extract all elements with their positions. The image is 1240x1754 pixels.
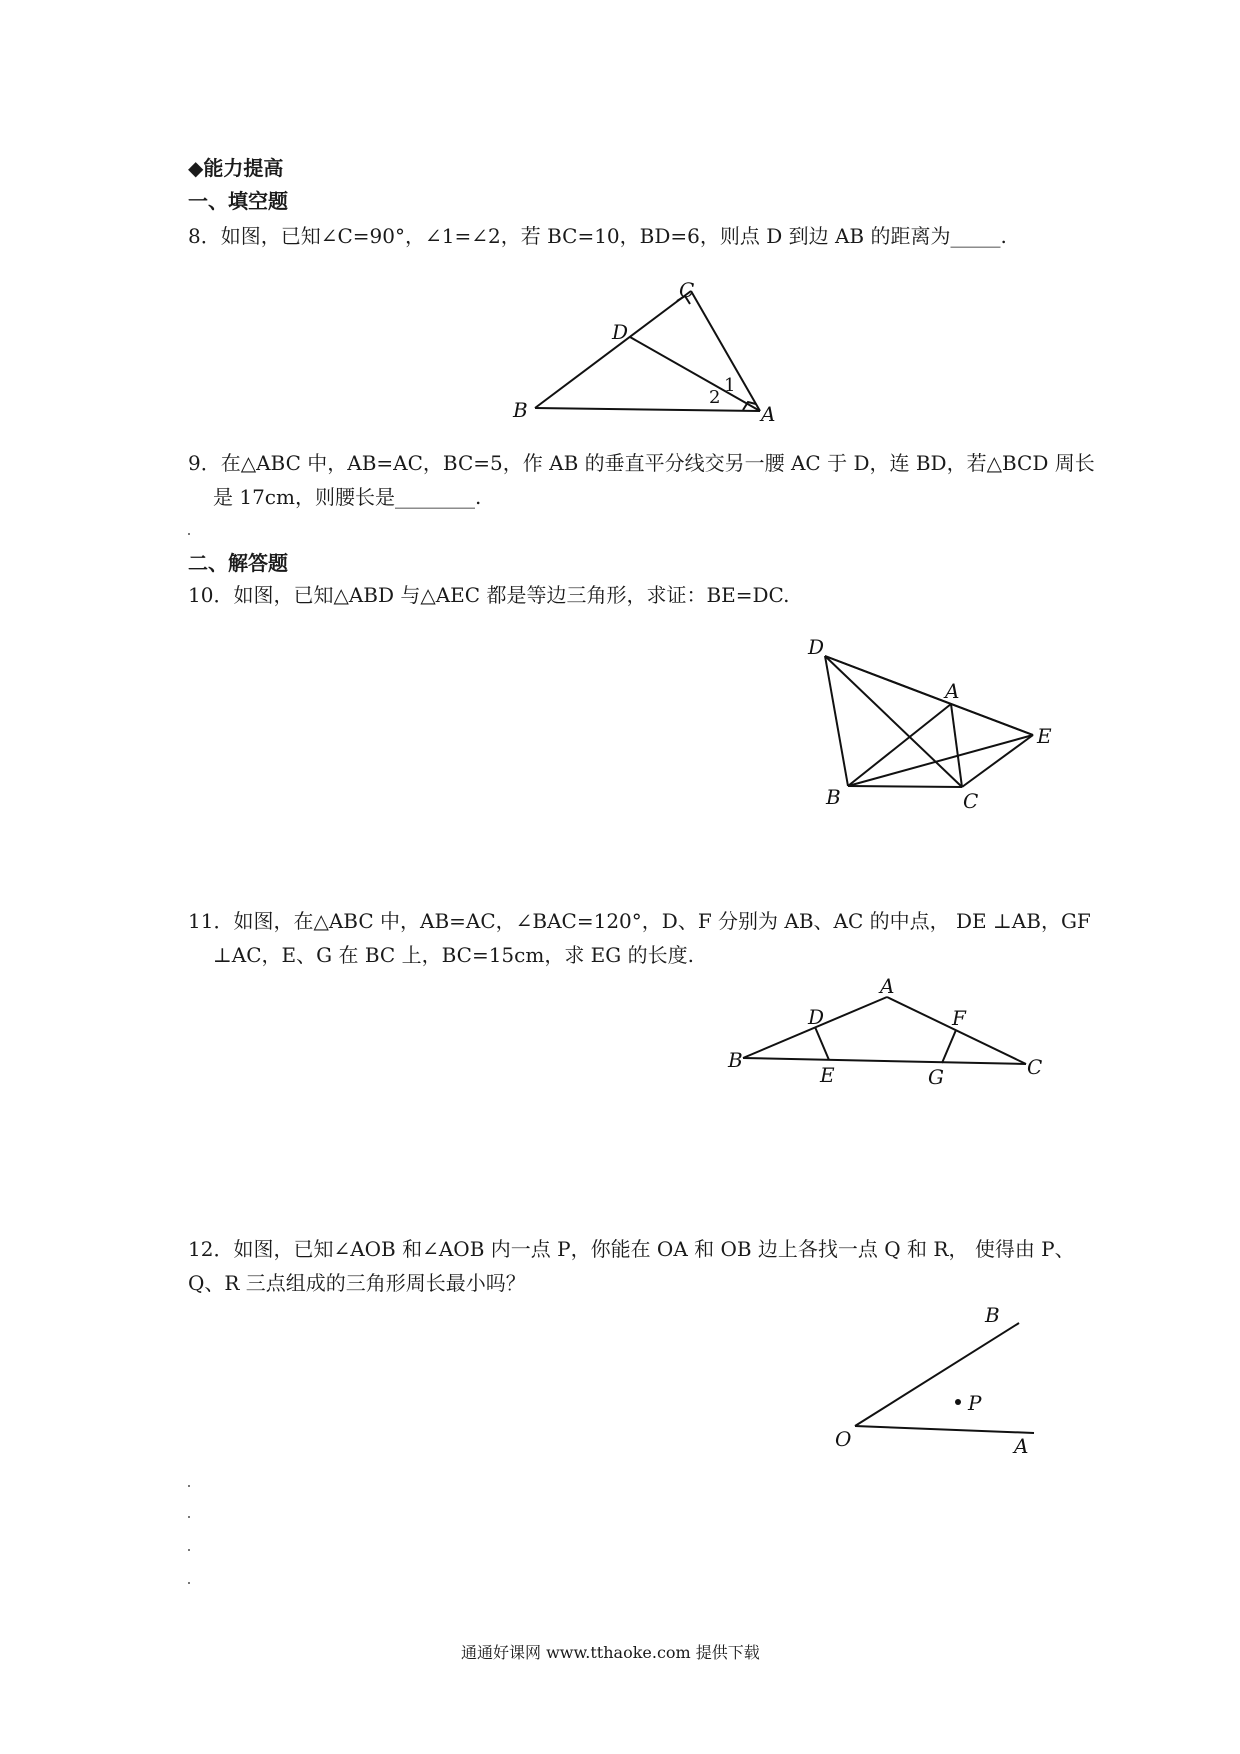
- fig8-label-d: D: [612, 320, 629, 344]
- page-footer: 通通好课网 www.tthaoke.com 提供下载: [461, 1643, 760, 1662]
- scan-speck: [188, 533, 190, 535]
- fig11-label-e: E: [820, 1063, 835, 1087]
- fig10-label-e: E: [1037, 724, 1052, 748]
- fig10-label-d: D: [808, 635, 825, 659]
- question-11-line-1: 11．如图，在△ABC 中，AB=AC，∠BAC=120°，D、F 分别为 AB、AC 的中点， DE ⊥AB，GF: [188, 909, 1091, 933]
- question-9-line-2: 是 17cm，则腰长是________.: [213, 485, 482, 509]
- question-10: 10．如图，已知△ABD 与△AEC 都是等边三角形，求证：BE=DC.: [188, 583, 790, 607]
- fig8-label-c: C: [679, 278, 695, 302]
- question-9-line-1: 9．在△ABC 中，AB=AC，BC=5，作 AB 的垂直平分线交另一腰 AC 于 D，连 BD，若△BCD 周长: [188, 451, 1095, 475]
- fig11-label-g: G: [928, 1065, 944, 1089]
- scan-speck: [188, 1516, 190, 1518]
- fig10-label-b: B: [826, 785, 841, 809]
- fig12-label-o: O: [835, 1427, 852, 1451]
- fig11-label-a: A: [880, 974, 895, 998]
- fig8-label-b: B: [513, 398, 528, 422]
- section-title: ◆能力提高: [188, 156, 284, 180]
- scan-speck: [188, 1485, 190, 1487]
- fig8-angle-2: 2: [709, 387, 721, 408]
- scan-speck: [188, 1549, 190, 1551]
- fig12-label-a: A: [1014, 1434, 1029, 1458]
- fig12-label-b: B: [985, 1303, 1000, 1327]
- fig11-label-c: C: [1027, 1055, 1043, 1079]
- scan-speck: [188, 1582, 190, 1584]
- question-12-line-2: Q、R 三点组成的三角形周长最小吗？: [188, 1271, 526, 1295]
- part-fill-in-heading: 一、填空题: [188, 189, 288, 213]
- fig12-label-p: P: [968, 1391, 982, 1415]
- question-11-line-2: ⊥AC，E、G 在 BC 上，BC=15cm，求 EG 的长度.: [213, 943, 694, 967]
- fig11-label-f: F: [952, 1006, 966, 1030]
- part-answer-heading: 二、解答题: [188, 551, 288, 575]
- question-12-line-1: 12．如图，已知∠AOB 和∠AOB 内一点 P，你能在 OA 和 OB 边上各找一点 Q 和 R， 使得由 P、: [188, 1237, 1075, 1261]
- fig8-label-a: A: [761, 402, 776, 426]
- fig11-label-b: B: [728, 1048, 743, 1072]
- fig10-label-c: C: [963, 789, 979, 813]
- fig12-point-p: [955, 1399, 961, 1405]
- fig8-angle-1: 1: [724, 375, 736, 396]
- question-8: 8．如图，已知∠C=90°，∠1=∠2，若 BC=10，BD=6，则点 D 到边 AB 的距离为_____.: [188, 224, 1007, 248]
- fig10-label-a: A: [945, 679, 960, 703]
- fig11-label-d: D: [808, 1005, 825, 1029]
